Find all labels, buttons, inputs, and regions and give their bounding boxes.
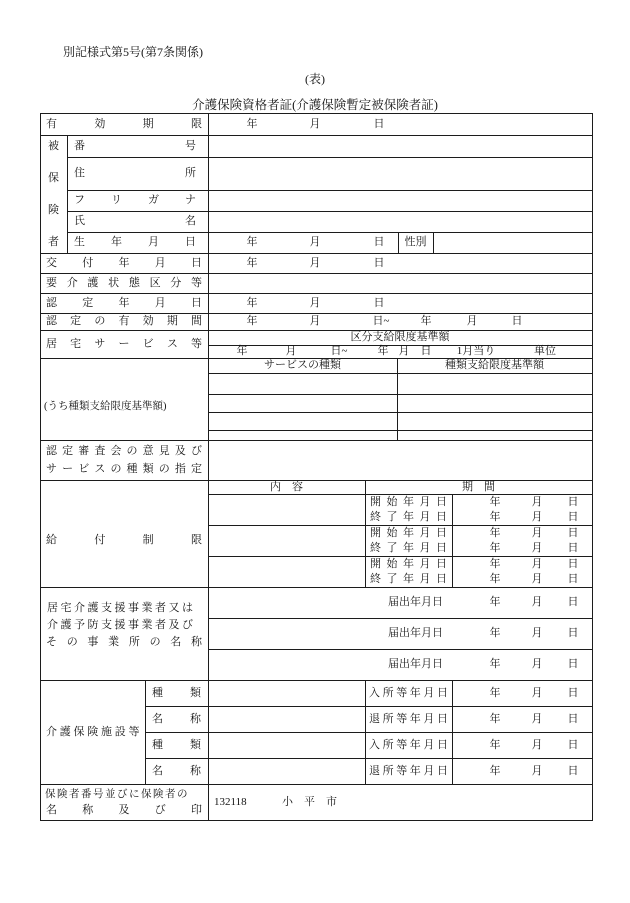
day-label: 日 (567, 496, 579, 508)
year-label: 年 (420, 315, 432, 327)
day-label: 日 (420, 345, 432, 357)
provider-label-line3: そ の 事 業 所 の 名 称 (46, 636, 202, 648)
grid-line-v (365, 680, 366, 784)
month-label: 月 (531, 765, 543, 777)
insurer-label-line2: 名 称 及 び 印 (46, 804, 202, 816)
year-label: 年 (489, 527, 501, 539)
address-label: 住 所 (74, 167, 196, 179)
grid-line-h (40, 820, 593, 821)
insurer-number-value: 132118 (214, 796, 247, 808)
year-label: 年 (489, 596, 501, 608)
grid-line-h (40, 440, 593, 441)
grid-line-h (40, 587, 593, 588)
admission-date-label: 入所等年月日 (369, 739, 448, 751)
day-label: 日 (567, 527, 579, 539)
start-date-label: 開 始 年 月 日 (370, 527, 447, 539)
benefit-restriction-label: 給 付 制 限 (46, 534, 202, 546)
year-label: 年 (246, 315, 258, 327)
insured-char: 保 (48, 172, 59, 184)
year-label: 年 (489, 511, 501, 523)
month-label: 月 (309, 236, 321, 248)
day-label: 日 (567, 558, 579, 570)
unit-label: 単位 (534, 345, 556, 357)
year-label: 年 (489, 542, 501, 554)
furigana-label: フ リ ガ ナ (74, 194, 196, 206)
care-level-label: 要 介 護 状 態 区 分 等 (46, 277, 202, 289)
year-label: 年 (489, 658, 501, 670)
year-label: 年 (246, 297, 258, 309)
period-header: 期 間 (462, 481, 495, 493)
service-type-header: サービスの種類 (264, 359, 341, 371)
insured-char: 者 (48, 236, 59, 248)
day-label: 日 (567, 596, 579, 608)
admission-date-label: 入所等年月日 (369, 687, 448, 699)
side-label: (表) (305, 72, 325, 86)
day-tilde-label: 日~ (372, 315, 390, 327)
uchi-type-limit-label: (うち種類支給限度基準額) (44, 401, 167, 412)
day-label: 日 (567, 687, 579, 699)
year-label: 年 (489, 627, 501, 639)
per-month-label: 1月当り (456, 345, 496, 357)
month-label: 月 (466, 315, 478, 327)
insured-char: 被 (48, 140, 59, 152)
grid-line-v (452, 494, 453, 587)
grid-line-h (208, 373, 593, 374)
month-label: 月 (309, 257, 321, 269)
category-limit-header: 区分支給限度基準額 (350, 331, 450, 343)
month-label: 月 (531, 542, 543, 554)
grid-line-v (452, 680, 453, 784)
end-date-label: 終 了 年 月 日 (370, 573, 447, 585)
day-label: 日 (567, 542, 579, 554)
notification-date-label: 届出年月日 (388, 658, 443, 670)
day-label: 日 (373, 257, 385, 269)
day-tilde-label: 日~ (330, 345, 348, 357)
year-label: 年 (489, 573, 501, 585)
year-label: 年 (377, 345, 389, 357)
notification-date-label: 届出年月日 (388, 596, 443, 608)
grid-line-v (592, 113, 593, 820)
month-label: 月 (309, 118, 321, 130)
grid-line-v (67, 135, 68, 253)
facility-name-label: 名 称 (152, 765, 201, 777)
grid-line-h (208, 412, 593, 413)
month-label: 月 (531, 527, 543, 539)
month-label: 月 (531, 511, 543, 523)
month-label: 月 (531, 739, 543, 751)
month-label: 月 (531, 627, 543, 639)
month-label: 月 (531, 496, 543, 508)
birthdate-label: 生 年 月 日 (74, 236, 196, 248)
content-header: 内 容 (270, 481, 303, 493)
name-label: 氏 名 (74, 215, 196, 227)
month-label: 月 (531, 596, 543, 608)
day-label: 日 (567, 658, 579, 670)
start-date-label: 開 始 年 月 日 (370, 558, 447, 570)
year-label: 年 (489, 713, 501, 725)
certification-date-label: 認 定 年 月 日 (46, 297, 202, 309)
day-label: 日 (567, 765, 579, 777)
review-board-label-line2: サ ー ビ ス の 種 類 の 指 定 (46, 463, 202, 475)
year-label: 年 (489, 496, 501, 508)
page-title: 介護保険資格者証(介護保険暫定被保険者証) (192, 98, 438, 112)
month-label: 月 (285, 345, 297, 357)
month-label: 月 (531, 713, 543, 725)
form-code: 別記様式第5号(第7条関係) (63, 45, 203, 59)
discharge-date-label: 退所等年月日 (369, 765, 448, 777)
certification-period-label: 認 定 の 有 効 期 間 (46, 315, 202, 327)
day-label: 日 (373, 297, 385, 309)
day-label: 日 (567, 511, 579, 523)
notification-date-label: 届出年月日 (388, 627, 443, 639)
grid-line-v (145, 680, 146, 784)
home-service-label: 居 宅 サ ー ビ ス 等 (46, 338, 202, 350)
day-label: 日 (373, 118, 385, 130)
day-label: 日 (373, 236, 385, 248)
end-date-label: 終 了 年 月 日 (370, 542, 447, 554)
month-label: 月 (531, 658, 543, 670)
provider-label-line2: 介護予防支援事業者及び (47, 619, 196, 631)
discharge-date-label: 退所等年月日 (369, 713, 448, 725)
year-label: 年 (246, 118, 258, 130)
month-label: 月 (531, 573, 543, 585)
year-label: 年 (489, 765, 501, 777)
month-label: 月 (309, 297, 321, 309)
facility-name-label: 名 称 (152, 713, 201, 725)
start-date-label: 開 始 年 月 日 (370, 496, 447, 508)
month-label: 月 (531, 558, 543, 570)
insurer-name-value: 小 平 市 (282, 796, 337, 808)
review-board-label-line1: 認 定 審 査 会 の 意 見 及 び (46, 445, 202, 457)
provider-label-line1: 居宅介護支援事業者又は (47, 602, 196, 614)
end-date-label: 終 了 年 月 日 (370, 511, 447, 523)
grid-line-v (433, 232, 434, 253)
month-label: 月 (531, 687, 543, 699)
insured-person-vertical-label (40, 137, 67, 249)
month-label: 月 (309, 315, 321, 327)
day-label: 日 (567, 739, 579, 751)
year-label: 年 (489, 739, 501, 751)
grid-line-v (365, 480, 366, 587)
grid-line-h (208, 394, 593, 395)
day-label: 日 (511, 315, 523, 327)
month-label: 月 (398, 345, 410, 357)
issue-date-label: 交 付 年 月 日 (46, 257, 202, 269)
facility-type-label: 種 類 (152, 739, 201, 751)
sex-label: 性別 (404, 236, 427, 248)
type-limit-header: 種類支給限度基準額 (445, 359, 544, 371)
facility-type-label: 種 類 (152, 687, 201, 699)
year-label: 年 (489, 558, 501, 570)
number-label: 番 号 (74, 140, 196, 152)
insured-char: 険 (48, 204, 59, 216)
year-label: 年 (246, 257, 258, 269)
facility-label: 介 護 保 険 施 設 等 (46, 726, 140, 738)
grid-line-h (208, 430, 593, 431)
year-label: 年 (236, 345, 248, 357)
day-label: 日 (567, 573, 579, 585)
grid-line-v (208, 113, 209, 820)
day-label: 日 (567, 713, 579, 725)
expiry-label: 有 効 期 限 (46, 118, 202, 130)
year-label: 年 (489, 687, 501, 699)
insurer-label-line1: 保険者番号並びに保険者の (45, 789, 189, 800)
year-label: 年 (246, 236, 258, 248)
day-label: 日 (567, 627, 579, 639)
